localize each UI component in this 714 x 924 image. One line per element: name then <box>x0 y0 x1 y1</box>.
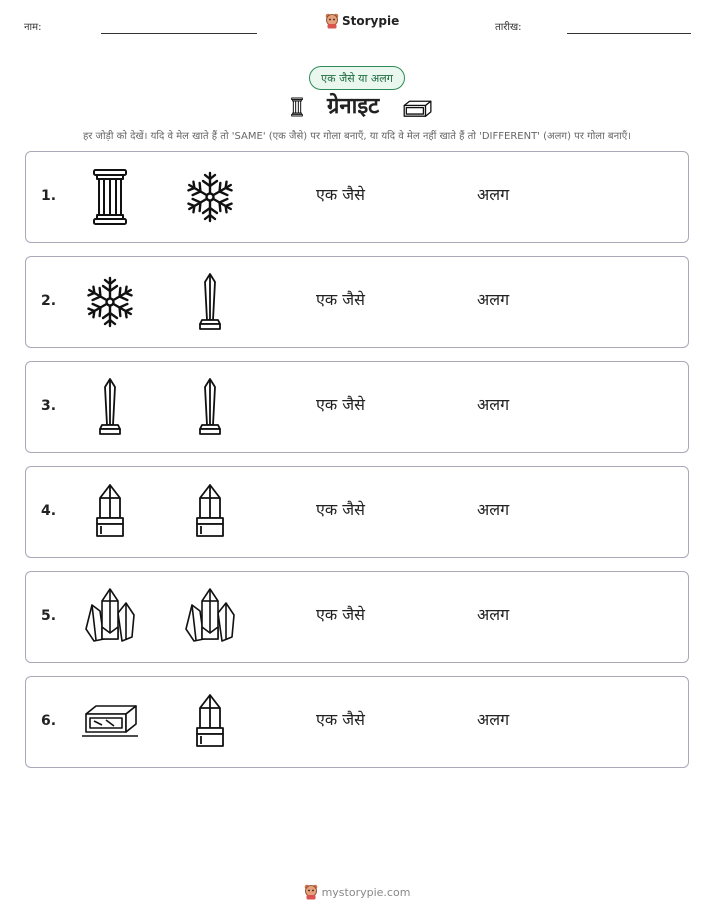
same-option[interactable]: एक जैसे <box>316 290 365 309</box>
different-option[interactable]: अलग <box>477 605 510 624</box>
crystal-icon <box>180 692 240 752</box>
question-row <box>25 151 689 243</box>
name-label: नाम: <box>24 22 42 33</box>
question-number: 3. <box>41 398 57 414</box>
worksheet-type-badge: एक जैसे या अलग <box>309 66 405 90</box>
same-option[interactable]: एक जैसे <box>316 395 365 414</box>
column-icon <box>80 167 140 227</box>
question-row <box>25 361 689 453</box>
crystal-cluster-icon <box>80 587 140 647</box>
brand-name: Storypie <box>342 14 400 28</box>
obelisk-icon <box>180 377 240 437</box>
crystal-icon <box>180 482 240 542</box>
question-number: 4. <box>41 503 57 519</box>
snowflake-icon <box>80 272 140 332</box>
different-option[interactable]: अलग <box>477 500 510 519</box>
brand-logo <box>325 13 399 29</box>
same-option[interactable]: एक जैसे <box>316 185 365 204</box>
date-field-line[interactable] <box>567 33 691 34</box>
same-option[interactable]: एक जैसे <box>316 605 365 624</box>
crystal-cluster-icon <box>80 587 140 647</box>
column-icon <box>287 92 307 126</box>
obelisk-icon <box>180 272 240 332</box>
crystal-cluster-icon <box>180 587 240 647</box>
snowflake-icon <box>80 272 140 332</box>
storypie-mascot-icon <box>325 13 339 29</box>
different-option[interactable]: अलग <box>477 185 510 204</box>
question-row <box>25 571 689 663</box>
same-option[interactable]: एक जैसे <box>316 500 365 519</box>
name-field-line[interactable] <box>101 33 257 34</box>
footer <box>0 884 714 900</box>
obelisk-icon <box>180 377 240 437</box>
page-title: ग्रेनाइट <box>327 94 380 119</box>
column-icon <box>80 167 140 227</box>
obelisk-icon <box>80 377 140 437</box>
crystal-cluster-icon <box>180 587 240 647</box>
same-option[interactable]: एक जैसे <box>316 710 365 729</box>
granite-slab-icon <box>80 692 140 752</box>
footer-url[interactable]: mystorypie.com <box>321 885 411 899</box>
question-number: 5. <box>41 608 57 624</box>
obelisk-icon <box>80 377 140 437</box>
instructions-text: हर जोड़ी को देखें। यदि वे मेल खाते हैं तो 'SAME' (एक जैसे) पर गोला बनाएँ, या यदि वे मेल नहीं खाते हैं तो 'DIFFERENT' (अलग) पर गोला बनाएँ। <box>82 131 632 142</box>
different-option[interactable]: अलग <box>477 710 510 729</box>
question-row <box>25 676 689 768</box>
different-option[interactable]: अलग <box>477 395 510 414</box>
obelisk-icon <box>180 272 240 332</box>
crystal-icon <box>80 482 140 542</box>
title-row <box>0 90 714 124</box>
date-label: तारीख: <box>495 22 522 33</box>
question-row <box>25 466 689 558</box>
question-number: 1. <box>41 188 57 204</box>
worksheet-header <box>0 0 714 50</box>
crystal-icon <box>80 482 140 542</box>
granite-slab-icon <box>401 97 433 125</box>
different-option[interactable]: अलग <box>477 290 510 309</box>
crystal-icon <box>180 482 240 542</box>
snowflake-icon <box>180 167 240 227</box>
crystal-icon <box>180 692 240 752</box>
question-number: 2. <box>41 293 57 309</box>
granite-slab-icon <box>80 692 140 752</box>
question-row <box>25 256 689 348</box>
snowflake-icon <box>180 167 240 227</box>
question-number: 6. <box>41 713 57 729</box>
storypie-mascot-icon <box>304 884 318 900</box>
